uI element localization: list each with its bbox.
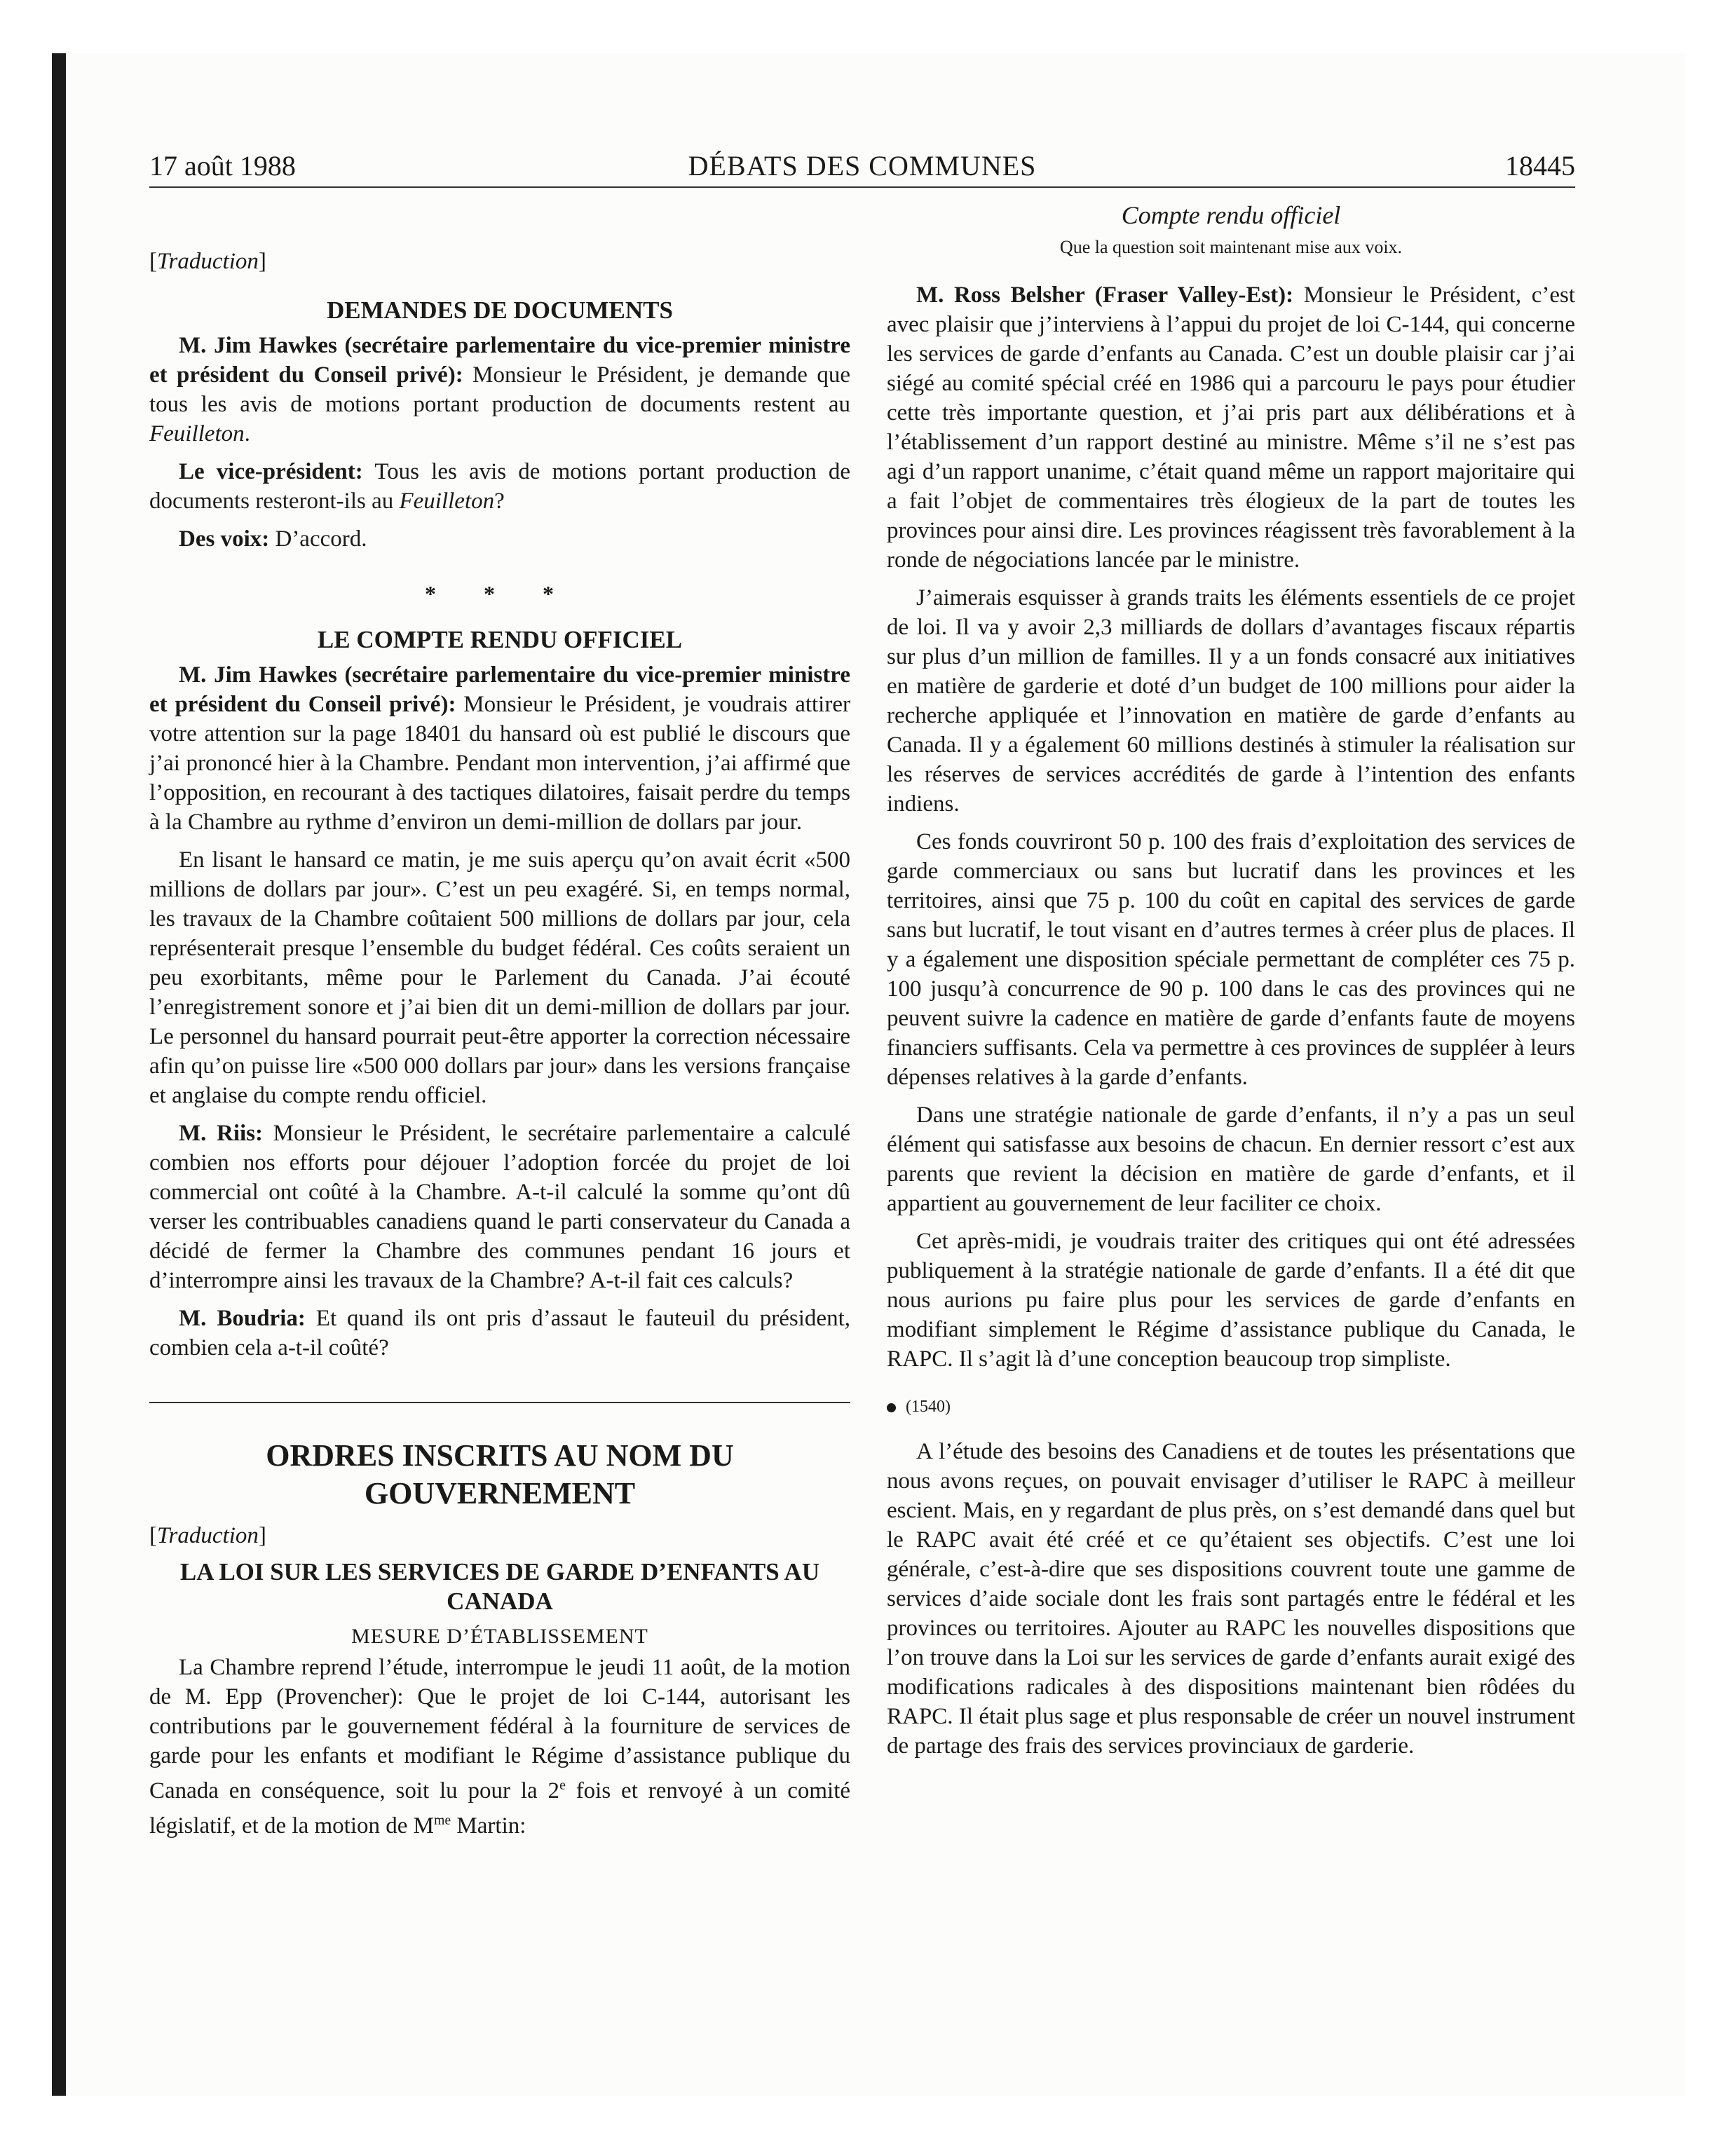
- left-column: [149, 196, 850, 1849]
- header-date: 17 août 1988: [149, 150, 296, 182]
- paragraph: Des voix: D’accord.: [179, 526, 367, 552]
- section-separator: * * *: [425, 581, 575, 606]
- speaker: M. Boudria:: [179, 1306, 306, 1331]
- section-heading: DEMANDES DE DOCUMENTS: [327, 296, 673, 324]
- speaker: Des voix:: [179, 526, 270, 552]
- speaker: M. Riis:: [179, 1121, 264, 1146]
- header-publication: DÉBATS DES COMMUNES: [688, 150, 1037, 182]
- speaker: M. Jim Hawkes (secrétaire parlementaire du vice-premier ministre et président du Conseil privé):: [149, 333, 850, 388]
- paragraph: J’aimerais esquisser à grands traits les éléments essentiels de ce projet de loi. Il va y avoir 2,3 milliards de dollars d’avantages fiscaux répartis sur plus d’un million de familles. Il y a un fonds consacré aux initiatives en matière de garderie et doté d’un budget de 100 millions pour aider la recherche appliquée et l’innovation en matière de garde d’enfants au Canada. Il y a également 60 millions destinés à stimuler la réalisation sur les réserves de services accrédités de garde à l’intention des enfants indiens.: [887, 585, 1575, 817]
- speaker: M. Jim Hawkes (secrétaire parlementaire du vice-premier ministre et président du Conseil privé):: [149, 662, 850, 717]
- paragraph: La Chambre reprend l’étude, interrompue le jeudi 11 août, de la motion de M. Epp (Provencher): Que le projet de loi C-144, autorisant les contributions par le gouvernement fédéral à la fourniture de services de garde pour les enfants et modifiant le Régime d’assistance publique du Canada en conséquence, soit lu pour la 2e fois et renvoyé à un comité législatif, et de la motion de $M^{me}$ Martin:: [149, 1655, 851, 1838]
- speaker: M. Ross Belsher (Fraser Valley-Est):: [916, 282, 1294, 308]
- bullet-icon: [887, 1403, 896, 1412]
- translation-tag: [Traduction]: [149, 1523, 266, 1548]
- paragraph: Dans une stratégie nationale de garde d’enfants, il n’y a pas un seul élément qui satisfasse aux besoins de chacun. En dernier ressort c’est aux parents que revient la décision en matière de garde d’enfants, et il appartient au gouvernement de leur faciliter ce choix.: [887, 1103, 1575, 1216]
- header-page-number: 18445: [1505, 150, 1575, 182]
- paragraph: M. Ross Belsher (Fraser Valley-Est): Monsieur le Président, c’est avec plaisir que j’interviens à l’appui du projet de loi C-144, qui concerne les services de garde d’enfants au Canada. C’est un double plaisir car j’ai siégé au comité spécial créé en 1986 qui a parcouru le pays pour étudier cette très importante question, et j’ai pris part aux délibérations et à l’établissement d’un rapport destiné au ministre. Même s’il ne s’est pas agi d’un rapport unanime, c’était quand même un rapport majoritaire qui a fait l’objet de commentaires très élogieux de la part de toutes les provinces pour ainsi dire. Les provinces réagissent très favorablement à la ronde de négociations lancée par le ministre.: [887, 282, 1575, 573]
- paragraph: Cet après-midi, je voudrais traiter des critiques qui ont été adressées publiquement à la stratégie nationale de garde d’enfants. Il a été dit que nous aurions pu faire plus pour les services de garde d’enfants en modifiant simplement le Régime d’assistance publique du Canada, le RAPC. Il s’agit là d’une conception beaucoup trop simpliste.: [887, 1229, 1575, 1372]
- paragraph: M. Jim Hawkes (secrétaire parlementaire du vice-premier ministre et président du Conseil privé): Monsieur le Président, je demande que tous les avis de motions portant production de documents restent au Feuilleton.: [149, 333, 850, 446]
- paragraph: Ces fonds couvriront 50 p. 100 des frais d’exploitation des services de garde commerciaux ou sans but lucratif dans les provinces et les territoires, ainsi que 75 p. 100 du coût en capital des services de garde sans but lucratif, le tout visant en d’autres termes à créer plus de places. Il y a également une disposition spéciale permettant de compléter ces 75 p. 100 jusqu’à concurrence de 90 p. 100 dans le cas des provinces qui ne peuvent suivre la cadence en matière de garde d’enfants faute de moyens financiers suffisants. Cela va permettre à ces provinces de suppléer à leurs dépenses relatives à la garde d’enfants.: [887, 829, 1575, 1090]
- paragraph: A l’étude des besoins des Canadiens et de toutes les présentations que nous avons reçues, on pouvait envisager d’utiliser le RAPC à meilleur escient. Mais, en y regardant de plus près, on s’est demandé dans quel but le RAPC avait été créé et ce qu’étaient ses objectifs. C’est une loi générale, c’est-à-dire que ses dispositions couvrent toute une gamme de services d’aide sociale dont les frais sont partagés entre le fédéral et les provinces ou territoires. Ajouter au RAPC les nouvelles dispositions que l’on trouve dans la Loi sur les services de garde d’enfants aurait exigé des modifications radicales à des dispositions maintenant bien rôdées du RAPC. Il était plus sage et plus responsable de créer un nouvel instrument de partage des frais des services provinciaux de garderie.: [887, 1439, 1575, 1759]
- divider: [149, 1402, 850, 1403]
- translation-tag: [Traduction]: [149, 249, 266, 274]
- time-marker: (1540): [887, 1392, 1575, 1421]
- column-title: Compte rendu officiel: [1121, 201, 1341, 229]
- paragraph: En lisant le hansard ce matin, je me suis aperçu qu’on avait écrit «500 millions de dollars par jour». C’est un peu exagéré. Si, en temps normal, les travaux de la Chambre coûtaient 500 millions de dollars par jour, cela représenterait presque l’ensemble du budget fédéral. Ces coûts seraient un peu exorbitants, même pour le Parlement du Canada. J’ai écouté l’enregistrement sonore et j’ai bien dit un demi-million de dollars par jour. Le personnel du hansard pourrait peut-être apporter la correction nécessaire afin qu’on puisse lire «500 000 dollars par jour» dans les versions française et anglaise du compte rendu officiel.: [149, 847, 850, 1108]
- speaker: Le vice-président:: [179, 459, 363, 484]
- running-head: [149, 149, 1575, 188]
- paragraph: M. Jim Hawkes (secrétaire parlementaire du vice-premier ministre et président du Conseil privé): Monsieur le Président, je voudrais attirer votre attention sur la page 18401 du hansard où est publié le discours que j’ai prononcé hier à la Chambre. Pendant mon intervention, j’ai affirmé que l’opposition, en recourant à des tactiques dilatoires, faisait perdre du temps à la Chambre au rythme d’environ un demi-million de dollars par jour.: [149, 662, 850, 835]
- bill-heading: LA LOI SUR LES SERVICES DE GARDE D’ENFANTS AU CANADA: [179, 1558, 820, 1615]
- paragraph: M. Boudria: Et quand ils ont pris d’assaut le fauteuil du président, combien cela a-t-il coûté?: [149, 1306, 850, 1360]
- section-heading: LE COMPTE RENDU OFFICIEL: [317, 626, 683, 653]
- motion-note: Que la question soit maintenant mise aux voix.: [1059, 237, 1403, 257]
- subheading: MESURE D’ÉTABLISSEMENT: [351, 1625, 648, 1648]
- right-column: [887, 196, 1575, 1769]
- paragraph: Le vice-président: Tous les avis de motions portant production de documents resteront-ils au Feuilleton?: [149, 459, 850, 514]
- scan-edge: [52, 53, 66, 2096]
- paragraph: M. Riis: Monsieur le Président, le secrétaire parlementaire a calculé combien nos efforts pour déjouer l’adoption forcée du projet de loi commercial ont coûté à la Chambre. A-t-il calculé la somme qu’ont dû verser les contribuables canadiens quand le parti conservateur du Canada a décidé de fermer la Chambre des communes pendant 16 jours et d’interrompre ainsi les travaux de la Chambre? A-t-il fait ces calculs?: [149, 1121, 850, 1293]
- major-heading: ORDRES INSCRITS AU NOM DU GOUVERNEMENT: [266, 1438, 734, 1510]
